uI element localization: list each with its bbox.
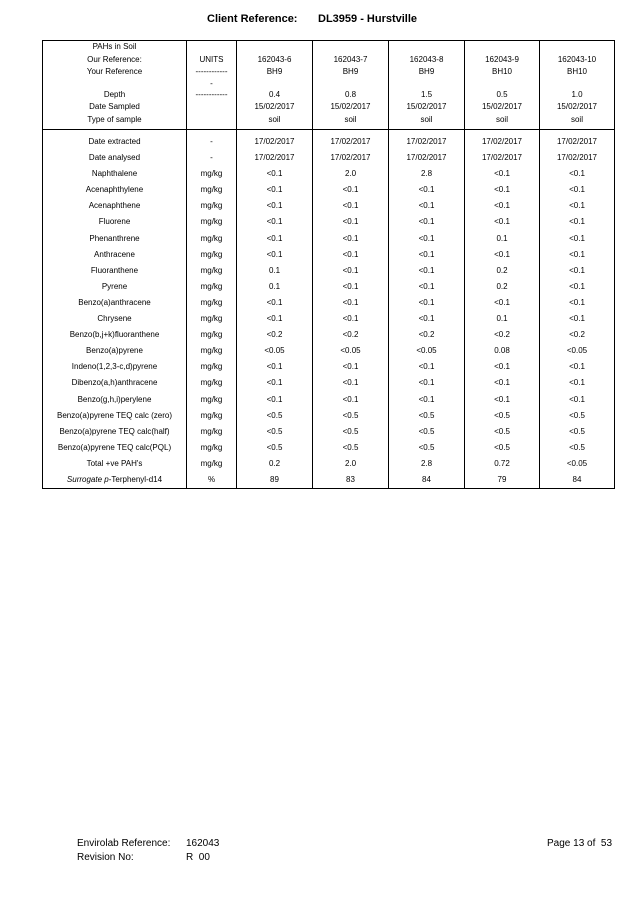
value-cell: <0.1	[465, 247, 540, 263]
value-cell: 17/02/2017	[237, 134, 313, 150]
value-cell: <0.1	[465, 214, 540, 230]
our-ref-cell: 162043-6	[237, 54, 313, 67]
value-cell: <0.1	[313, 247, 389, 263]
value-cell: <0.5	[540, 424, 615, 440]
value-cell: <0.05	[389, 343, 465, 359]
dash-single: -	[187, 79, 237, 89]
value-cell: <0.5	[237, 424, 313, 440]
depth-cell: 1.5	[389, 89, 465, 102]
value-cell: <0.1	[465, 392, 540, 408]
our-ref-cell: 162043-8	[389, 54, 465, 67]
value-cell: <0.5	[237, 408, 313, 424]
analyte-label: Benzo(a)pyrene TEQ calc(half)	[43, 424, 187, 440]
your-reference-label: Your Reference	[43, 66, 187, 79]
envirolab-reference-label: Envirolab Reference:	[77, 838, 171, 849]
value-cell: 17/02/2017	[237, 150, 313, 166]
analyte-label: Indeno(1,2,3-c,d)pyrene	[43, 359, 187, 375]
value-cell: 0.1	[465, 231, 540, 247]
date-sampled-cell: 15/02/2017	[237, 101, 313, 114]
header-row-our-reference	[43, 54, 615, 67]
value-cell: <0.1	[313, 359, 389, 375]
revision-value: R 00	[186, 852, 210, 863]
header-row-depth	[43, 89, 615, 102]
your-ref-cell: BH10	[465, 66, 540, 79]
dash-line: ------------	[187, 89, 237, 102]
table-row	[43, 408, 615, 424]
analyte-label: Naphthalene	[43, 166, 187, 182]
sample-type-cell: soil	[389, 114, 465, 127]
your-ref-cell: BH9	[313, 66, 389, 79]
table-row	[43, 182, 615, 198]
analyte-label: Fluorene	[43, 214, 187, 230]
value-cell: <0.1	[237, 311, 313, 327]
unit-cell: -	[187, 134, 237, 150]
value-cell: <0.1	[389, 311, 465, 327]
table-row	[43, 214, 615, 230]
value-cell: <0.5	[237, 440, 313, 456]
depth-cell: 0.8	[313, 89, 389, 102]
surrogate-label: Surrogate p-Terphenyl-d14	[43, 472, 187, 489]
value-cell: <0.5	[313, 408, 389, 424]
your-ref-cell: BH10	[540, 66, 615, 79]
value-cell: <0.05	[540, 456, 615, 472]
value-cell: <0.1	[389, 198, 465, 214]
value-cell: 17/02/2017	[465, 134, 540, 150]
unit-cell: mg/kg	[187, 295, 237, 311]
client-reference-label: Client Reference:	[207, 13, 298, 25]
table-row	[43, 166, 615, 182]
unit-cell: mg/kg	[187, 231, 237, 247]
analyte-label: Benzo(b,j+k)fluoranthene	[43, 327, 187, 343]
value-cell: <0.1	[389, 263, 465, 279]
value-cell: <0.5	[465, 408, 540, 424]
value-cell: <0.05	[313, 343, 389, 359]
value-cell: 0.2	[237, 456, 313, 472]
unit-cell: mg/kg	[187, 311, 237, 327]
depth-cell: 0.5	[465, 89, 540, 102]
analyte-label: Pyrene	[43, 279, 187, 295]
sample-type-cell: soil	[465, 114, 540, 127]
value-cell: <0.1	[313, 311, 389, 327]
date-sampled-cell: 15/02/2017	[389, 101, 465, 114]
table-row	[43, 247, 615, 263]
value-cell: <0.1	[237, 182, 313, 198]
analyte-label: Date extracted	[43, 134, 187, 150]
unit-cell: mg/kg	[187, 279, 237, 295]
header-row-date-sampled	[43, 101, 615, 114]
value-cell: <0.1	[540, 231, 615, 247]
our-reference-label: Our Reference:	[43, 54, 187, 67]
value-cell: 2.8	[389, 456, 465, 472]
unit-cell: mg/kg	[187, 263, 237, 279]
value-cell: <0.1	[237, 198, 313, 214]
analyte-label: Benzo(a)pyrene	[43, 343, 187, 359]
unit-cell: mg/kg	[187, 327, 237, 343]
page-number: Page 13 of 53	[547, 838, 613, 849]
section-title: PAHs in Soil	[43, 41, 187, 54]
value-cell: <0.1	[540, 247, 615, 263]
table-row	[43, 231, 615, 247]
value-cell: 2.0	[313, 166, 389, 182]
sample-type-cell: soil	[237, 114, 313, 127]
depth-label: Depth	[43, 89, 187, 102]
unit-cell: mg/kg	[187, 408, 237, 424]
value-cell: 84	[540, 472, 615, 489]
results-table	[42, 40, 615, 489]
table-row	[43, 279, 615, 295]
value-cell: 17/02/2017	[389, 150, 465, 166]
table-row	[43, 134, 615, 150]
envirolab-reference-value: 162043	[186, 838, 220, 849]
value-cell: 0.2	[465, 263, 540, 279]
date-sampled-cell: 15/02/2017	[540, 101, 615, 114]
sample-type-cell: soil	[313, 114, 389, 127]
our-ref-cell: 162043-10	[540, 54, 615, 67]
unit-cell: mg/kg	[187, 198, 237, 214]
value-cell: 17/02/2017	[389, 134, 465, 150]
value-cell: <0.1	[389, 295, 465, 311]
value-cell: <0.1	[237, 231, 313, 247]
unit-cell: mg/kg	[187, 424, 237, 440]
table-row	[43, 359, 615, 375]
value-cell: <0.1	[237, 359, 313, 375]
revision-label: Revision No:	[77, 852, 134, 863]
date-sampled-cell: 15/02/2017	[313, 101, 389, 114]
value-cell: 83	[313, 472, 389, 489]
value-cell: <0.1	[237, 392, 313, 408]
value-cell: 0.1	[237, 263, 313, 279]
value-cell: <0.1	[540, 375, 615, 391]
units-header: UNITS	[187, 54, 237, 67]
header-row-dash	[43, 79, 615, 89]
value-cell: <0.2	[237, 327, 313, 343]
value-cell: <0.1	[540, 295, 615, 311]
value-cell: <0.1	[313, 214, 389, 230]
value-cell: <0.1	[465, 295, 540, 311]
value-cell: <0.5	[540, 440, 615, 456]
value-cell: <0.05	[237, 343, 313, 359]
table-row	[43, 150, 615, 166]
value-cell: <0.1	[389, 214, 465, 230]
value-cell: <0.1	[540, 392, 615, 408]
value-cell: <0.1	[540, 359, 615, 375]
value-cell: 17/02/2017	[313, 150, 389, 166]
depth-cell: 0.4	[237, 89, 313, 102]
value-cell: <0.2	[313, 327, 389, 343]
dash-line: ------------	[187, 66, 237, 79]
value-cell: <0.1	[389, 375, 465, 391]
value-cell: <0.1	[465, 182, 540, 198]
unit-cell: %	[187, 472, 237, 489]
unit-cell: mg/kg	[187, 247, 237, 263]
value-cell: <0.1	[313, 182, 389, 198]
value-cell: <0.5	[465, 424, 540, 440]
unit-cell: mg/kg	[187, 440, 237, 456]
analyte-label: Benzo(a)pyrene TEQ calc(PQL)	[43, 440, 187, 456]
value-cell: <0.1	[465, 375, 540, 391]
date-sampled-cell: 15/02/2017	[465, 101, 540, 114]
value-cell: <0.1	[540, 166, 615, 182]
value-cell: 17/02/2017	[465, 150, 540, 166]
value-cell: 0.72	[465, 456, 540, 472]
value-cell: 0.2	[465, 279, 540, 295]
our-ref-cell: 162043-7	[313, 54, 389, 67]
value-cell: 89	[237, 472, 313, 489]
depth-cell: 1.0	[540, 89, 615, 102]
value-cell: <0.2	[540, 327, 615, 343]
analyte-label: Phenanthrene	[43, 231, 187, 247]
value-cell: <0.1	[540, 198, 615, 214]
value-cell: <0.5	[313, 424, 389, 440]
value-cell: 17/02/2017	[540, 134, 615, 150]
table-row	[43, 263, 615, 279]
value-cell: <0.1	[313, 392, 389, 408]
table-row	[43, 392, 615, 408]
table-row	[43, 295, 615, 311]
header-row-your-reference	[43, 66, 615, 79]
date-sampled-label: Date Sampled	[43, 101, 187, 114]
value-cell: 0.08	[465, 343, 540, 359]
table-row	[43, 311, 615, 327]
value-cell: <0.1	[313, 231, 389, 247]
analyte-label: Dibenzo(a,h)anthracene	[43, 375, 187, 391]
value-cell: 84	[389, 472, 465, 489]
value-cell: 2.0	[313, 456, 389, 472]
value-cell: <0.1	[237, 295, 313, 311]
value-cell: 2.8	[389, 166, 465, 182]
value-cell: <0.05	[540, 343, 615, 359]
value-cell: <0.1	[313, 295, 389, 311]
unit-cell: mg/kg	[187, 456, 237, 472]
analyte-label: Total +ve PAH's	[43, 456, 187, 472]
value-cell: <0.1	[237, 247, 313, 263]
unit-cell: mg/kg	[187, 392, 237, 408]
table-row	[43, 198, 615, 214]
analyte-label: Anthracene	[43, 247, 187, 263]
unit-cell: mg/kg	[187, 359, 237, 375]
unit-cell: mg/kg	[187, 182, 237, 198]
value-cell: <0.5	[389, 408, 465, 424]
value-cell: 17/02/2017	[313, 134, 389, 150]
client-reference-value: DL3959 - Hurstville	[318, 13, 418, 25]
header-row-type	[43, 114, 615, 127]
value-cell: <0.5	[389, 440, 465, 456]
value-cell: <0.1	[389, 182, 465, 198]
table-row	[43, 327, 615, 343]
value-cell: <0.1	[540, 214, 615, 230]
analyte-label: Benzo(a)anthracene	[43, 295, 187, 311]
unit-cell: mg/kg	[187, 214, 237, 230]
value-cell: <0.1	[540, 182, 615, 198]
value-cell: <0.1	[389, 359, 465, 375]
value-cell: <0.1	[540, 279, 615, 295]
value-cell: <0.1	[389, 279, 465, 295]
value-cell: <0.1	[313, 263, 389, 279]
value-cell: <0.1	[540, 311, 615, 327]
value-cell: 0.1	[237, 279, 313, 295]
value-cell: <0.1	[313, 375, 389, 391]
table-row	[43, 440, 615, 456]
analyte-label: Benzo(a)pyrene TEQ calc (zero)	[43, 408, 187, 424]
analyte-label: Acenaphthylene	[43, 182, 187, 198]
value-cell: 79	[465, 472, 540, 489]
value-cell: <0.5	[389, 424, 465, 440]
unit-cell: mg/kg	[187, 343, 237, 359]
value-cell: <0.1	[313, 198, 389, 214]
value-cell: <0.1	[237, 375, 313, 391]
table-row	[43, 456, 615, 472]
value-cell: <0.1	[313, 279, 389, 295]
value-cell: <0.1	[389, 231, 465, 247]
value-cell: 17/02/2017	[540, 150, 615, 166]
value-cell: <0.5	[465, 440, 540, 456]
header-row-title	[43, 41, 615, 54]
value-cell: <0.2	[389, 327, 465, 343]
value-cell: <0.1	[389, 247, 465, 263]
table-row	[43, 375, 615, 391]
unit-cell: mg/kg	[187, 375, 237, 391]
unit-cell: mg/kg	[187, 166, 237, 182]
value-cell: <0.1	[389, 392, 465, 408]
analyte-label: Chrysene	[43, 311, 187, 327]
value-cell: <0.1	[237, 166, 313, 182]
value-cell: <0.1	[465, 198, 540, 214]
value-cell: <0.5	[313, 440, 389, 456]
value-cell: <0.5	[540, 408, 615, 424]
value-cell: <0.1	[465, 359, 540, 375]
table-row	[43, 343, 615, 359]
your-ref-cell: BH9	[389, 66, 465, 79]
value-cell: <0.2	[465, 327, 540, 343]
our-ref-cell: 162043-9	[465, 54, 540, 67]
value-cell: <0.1	[465, 166, 540, 182]
your-ref-cell: BH9	[237, 66, 313, 79]
value-cell: <0.1	[237, 214, 313, 230]
value-cell: <0.1	[540, 263, 615, 279]
analyte-label: Benzo(g,h,i)perylene	[43, 392, 187, 408]
table-row	[43, 424, 615, 440]
analyte-label: Date analysed	[43, 150, 187, 166]
analyte-label: Fluoranthene	[43, 263, 187, 279]
type-of-sample-label: Type of sample	[43, 114, 187, 127]
value-cell: 0.1	[465, 311, 540, 327]
unit-cell: -	[187, 150, 237, 166]
sample-type-cell: soil	[540, 114, 615, 127]
analyte-label: Acenaphthene	[43, 198, 187, 214]
surrogate-row	[43, 472, 615, 489]
